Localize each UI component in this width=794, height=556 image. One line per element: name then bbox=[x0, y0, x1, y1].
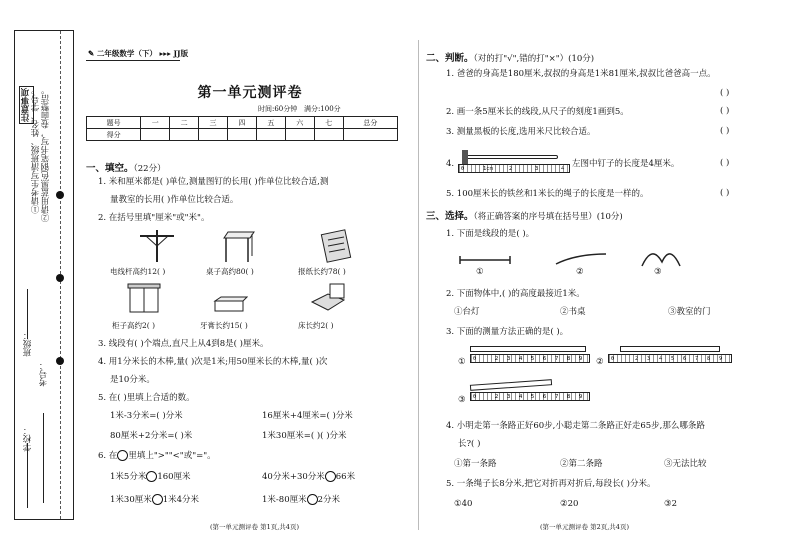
section3-heading bbox=[426, 208, 623, 222]
compare-circle-input[interactable] bbox=[146, 471, 157, 482]
series-name: 二年级数学（下） bbox=[96, 49, 157, 58]
note-2: ②请用蓝黑色钢笔书写，卷面整洁。 bbox=[41, 86, 51, 222]
heading-text: 二、判断。 bbox=[426, 53, 474, 64]
score-cell[interactable] bbox=[314, 129, 343, 141]
choice-q3: 3. 下面的测量方法正确的是( )。 bbox=[446, 327, 569, 337]
binding-strip bbox=[14, 30, 74, 520]
choice-q1-opt[interactable]: ① bbox=[476, 267, 484, 277]
table-cell: 五 bbox=[256, 117, 285, 129]
ruler-number: 8 bbox=[567, 356, 571, 362]
score-cell[interactable] bbox=[228, 129, 257, 141]
judge-item-1: 1. 爸爸的身高是180厘米,叔叔的身高是1米81厘米,叔叔比爸爸高一点。 bbox=[446, 69, 716, 79]
ruler-number: 4 bbox=[659, 356, 663, 362]
ruler-number: 8 bbox=[707, 356, 711, 362]
page2-footer: (第一单元测评卷 第2页,共4页) bbox=[540, 523, 629, 531]
judge-answer-5[interactable]: ( ) bbox=[720, 188, 730, 198]
choice-q4-opt[interactable]: ②第二条路 bbox=[560, 459, 603, 469]
table-row bbox=[87, 117, 398, 129]
ruler-icon bbox=[470, 392, 590, 401]
judge-item-4: 左图中钉子的长度是4厘米。 bbox=[572, 159, 680, 169]
ruler-number: 0 bbox=[611, 356, 615, 362]
cabinet-icon bbox=[126, 282, 162, 316]
choice-q2-opt[interactable]: ①台灯 bbox=[454, 307, 480, 317]
newspaper-icon bbox=[318, 228, 354, 264]
series-header bbox=[88, 48, 188, 59]
hole-dot-icon bbox=[56, 357, 64, 365]
choice-q1-opt[interactable]: ② bbox=[576, 267, 584, 277]
table-cell: 六 bbox=[285, 117, 314, 129]
q5-item: 80厘米+2分米=( )米 bbox=[110, 431, 193, 441]
choice-q2: 2. 下面物体中,( )的高度最接近1米。 bbox=[446, 289, 585, 299]
hole-dot-icon bbox=[56, 274, 64, 282]
pic-label-pole: 电线杆高约12( ) bbox=[110, 267, 166, 276]
q4-line1: 4. 用1分米长的木棒,量( )次是1米;用50厘米长的木棒,量( )次 bbox=[98, 357, 328, 367]
arrow-icon: ▸▸▸ bbox=[159, 49, 171, 58]
table-cell: 一 bbox=[141, 117, 170, 129]
judge-item-3: 3. 测量黑板的长度,选用米尺比较合适。 bbox=[446, 127, 596, 137]
header-underline bbox=[86, 60, 180, 61]
measured-bar bbox=[470, 379, 552, 391]
ruler-number: 7 bbox=[695, 356, 699, 362]
ruler-icon bbox=[608, 354, 732, 363]
judge-item-5: 5. 100厘米长的铁丝和1米长的绳子的长度是一样的。 bbox=[446, 189, 649, 199]
score-cell[interactable] bbox=[285, 129, 314, 141]
ruler-number: 7 bbox=[555, 394, 559, 400]
q6-instruction: 里填上">""<"或"="。 bbox=[128, 451, 216, 461]
heading-points: （对的打"√",错的打"×"）(10分) bbox=[473, 54, 595, 64]
heading-points: （将正确答案的序号填在括号里）(10分) bbox=[473, 212, 623, 222]
ruler-number: 0 bbox=[461, 166, 465, 172]
heading-text: 一、填空。 bbox=[86, 163, 134, 174]
judge-answer-3[interactable]: ( ) bbox=[720, 126, 730, 136]
choice-q4-line1: 4. 小明走第一条路正好60步,小聪走第二条路正好走65步,那么哪条路 bbox=[446, 421, 705, 431]
heading-text: 三、选择。 bbox=[426, 211, 474, 222]
pic-label-toothpaste: 牙膏长约15( ) bbox=[200, 321, 248, 330]
school-field[interactable] bbox=[27, 443, 28, 508]
ruler-number: 6 bbox=[683, 356, 687, 362]
q6-item bbox=[262, 494, 340, 506]
seat-field[interactable] bbox=[43, 413, 44, 503]
ruler-number: 2 bbox=[635, 356, 639, 362]
pic-label-newspaper: 报纸长约78( ) bbox=[298, 267, 346, 276]
choice-q2-opt[interactable]: ②书桌 bbox=[560, 307, 586, 317]
section2-heading bbox=[426, 50, 594, 64]
ruler-number: 2 bbox=[495, 356, 499, 362]
class-field[interactable] bbox=[27, 289, 28, 339]
ruler-number: 0 bbox=[473, 394, 477, 400]
compare-circle-input[interactable] bbox=[307, 494, 318, 505]
q3-text: 3. 线段有( )个端点,直尺上从4到8是( )厘米。 bbox=[98, 339, 269, 349]
q6-item bbox=[262, 471, 355, 483]
score-cell[interactable] bbox=[141, 129, 170, 141]
ruler-number: 7 bbox=[555, 356, 559, 362]
measured-bar bbox=[620, 346, 720, 352]
judge-answer-1[interactable]: ( ) bbox=[720, 88, 730, 98]
mascot-icon: ✎ bbox=[88, 49, 95, 58]
nail-ruler-figure bbox=[458, 146, 570, 176]
q5-item: 1米-3分米=( )分米 bbox=[110, 411, 183, 421]
q6-left: 1米30厘米 bbox=[110, 495, 152, 505]
score-cell[interactable] bbox=[256, 129, 285, 141]
q6-left: 1米-80厘米 bbox=[262, 495, 307, 505]
choice-q1-opt[interactable]: ③ bbox=[654, 267, 662, 277]
ruler-number: 3 bbox=[647, 356, 651, 362]
table-icon bbox=[220, 228, 256, 264]
page-title: 第一单元测评卷 bbox=[197, 85, 303, 101]
score-cell[interactable] bbox=[343, 129, 397, 141]
ruler-number: 5 bbox=[531, 394, 535, 400]
ruler-number: 9 bbox=[579, 394, 583, 400]
hole-dot-icon bbox=[56, 191, 64, 199]
time-limit: 时间:60分钟 bbox=[258, 105, 298, 113]
q6-right: 1米4分米 bbox=[162, 495, 200, 505]
choice-q3-opt[interactable]: ③ bbox=[458, 395, 466, 405]
compare-circle-input[interactable] bbox=[325, 471, 336, 482]
q2-text: 2. 在括号里填"厘米"或"米"。 bbox=[98, 213, 210, 223]
table-cell: 七 bbox=[314, 117, 343, 129]
note-1: ①请考生写清班级、姓名、学号。 bbox=[31, 86, 41, 214]
table-cell: 二 bbox=[170, 117, 199, 129]
q6-prefix: 6. 在 bbox=[98, 451, 118, 461]
q5-item: 16厘米+4厘米=( )分米 bbox=[262, 411, 353, 421]
choice-q5-opt[interactable]: ①40 bbox=[454, 499, 473, 509]
ruler-number: 3 bbox=[535, 166, 539, 172]
heading-points: （22分） bbox=[133, 164, 166, 174]
judge-answer-2[interactable]: ( ) bbox=[720, 106, 730, 116]
choice-q5-opt[interactable]: ②20 bbox=[560, 499, 579, 509]
q5-item: 1米30厘米=( )( )分米 bbox=[262, 431, 347, 441]
q1-line1: 1. 米和厘米都是( )单位,测量图钉的长用( )作单位比较合适,测 bbox=[98, 177, 329, 187]
choice-q1: 1. 下面是线段的是( )。 bbox=[446, 229, 535, 239]
score-cell[interactable] bbox=[170, 129, 199, 141]
judge-answer-4[interactable]: ( ) bbox=[720, 158, 730, 168]
nail-body-icon bbox=[468, 155, 558, 159]
school-label: 学校： bbox=[23, 426, 33, 452]
ruler-number: 6 bbox=[543, 394, 547, 400]
ruler-number: 8 bbox=[567, 394, 571, 400]
choice-q5-opt[interactable]: ③2 bbox=[664, 499, 678, 509]
q6-left: 1米5分米 bbox=[110, 472, 147, 482]
pic-label-cabinet: 柜子高约2( ) bbox=[112, 321, 156, 330]
choice-q3-opt[interactable]: ② bbox=[596, 357, 604, 367]
ruler-number: 4 bbox=[519, 356, 523, 362]
class-label: 班级： bbox=[23, 331, 33, 357]
table-cell: 总分 bbox=[343, 117, 397, 129]
choice-q4-line2: 长?( ) bbox=[458, 439, 481, 449]
table-cell: 题号 bbox=[87, 117, 141, 129]
ruler-number: 0 bbox=[473, 356, 477, 362]
compare-circle-input[interactable] bbox=[152, 494, 163, 505]
toothpaste-icon bbox=[212, 296, 248, 316]
table-cell: 得分 bbox=[87, 129, 141, 141]
q6-right: 2分米 bbox=[317, 495, 341, 505]
q6-text bbox=[98, 450, 216, 462]
q5-text: 5. 在( )里填上合适的数。 bbox=[98, 393, 195, 403]
ruler-number: 5 bbox=[531, 356, 535, 362]
ruler-number: 4 bbox=[561, 166, 565, 172]
ruler-number: 5 bbox=[671, 356, 675, 362]
ruler-number: 3 bbox=[507, 394, 511, 400]
q6-right: 160厘米 bbox=[157, 472, 191, 482]
table-row bbox=[87, 129, 398, 141]
edition-label: JJ版 bbox=[173, 49, 189, 58]
q1-line2: 量教室的长用( )作单位比较合适。 bbox=[110, 195, 239, 205]
score-table bbox=[86, 116, 398, 141]
page-divider bbox=[418, 40, 419, 530]
ruler-number: 9 bbox=[579, 356, 583, 362]
choice-q2-opt[interactable]: ③教室的门 bbox=[668, 307, 711, 317]
measured-bar bbox=[470, 346, 586, 352]
judge-item-4-num: 4. bbox=[446, 159, 455, 169]
q6-right: 66米 bbox=[335, 472, 356, 482]
choice-q5: 5. 一条绳子长8分米,把它对折再对折后,每段长( )分米。 bbox=[446, 479, 656, 489]
full-score: 满分:100分 bbox=[303, 105, 341, 113]
notes-title: 注意事项 bbox=[19, 86, 34, 124]
choice-q4-opt[interactable]: ①第一条路 bbox=[454, 459, 497, 469]
table-cell: 三 bbox=[199, 117, 228, 129]
q6-left: 40分米+30分米 bbox=[262, 472, 325, 482]
ruler-number: 6 bbox=[543, 356, 547, 362]
choice-q3-opt[interactable]: ① bbox=[458, 357, 466, 367]
exam-meta bbox=[258, 104, 341, 114]
ruler-number: 2 bbox=[509, 166, 513, 172]
judge-item-2: 2. 画一条5厘米长的线段,从尺子的刻度1画到5。 bbox=[446, 107, 629, 117]
pic-label-table: 桌子高约80( ) bbox=[206, 267, 254, 276]
ruler-number: 4 bbox=[519, 394, 523, 400]
ruler-icon bbox=[458, 164, 570, 173]
ruler-number: 9 bbox=[719, 356, 723, 362]
choice-q4-opt[interactable]: ③无法比较 bbox=[664, 459, 707, 469]
score-cell[interactable] bbox=[199, 129, 228, 141]
bed-icon bbox=[308, 280, 348, 316]
q4-line2: 是10分米。 bbox=[110, 375, 155, 385]
q6-item bbox=[110, 494, 199, 506]
pole-icon bbox=[132, 228, 182, 264]
ruler-number: 1cm bbox=[483, 166, 493, 172]
ruler-number: 3 bbox=[507, 356, 511, 362]
seat-label: 考号： bbox=[39, 361, 49, 387]
segment-options-figure bbox=[456, 246, 736, 270]
pic-label-bed: 床长约2( ) bbox=[298, 321, 334, 330]
q6-item bbox=[110, 471, 191, 483]
page1-footer: (第一单元测评卷 第1页,共4页) bbox=[210, 523, 299, 531]
compare-circle-icon bbox=[117, 450, 128, 461]
table-cell: 四 bbox=[228, 117, 257, 129]
ruler-icon bbox=[470, 354, 590, 363]
section1-heading bbox=[86, 160, 166, 174]
ruler-number: 2 bbox=[495, 394, 499, 400]
